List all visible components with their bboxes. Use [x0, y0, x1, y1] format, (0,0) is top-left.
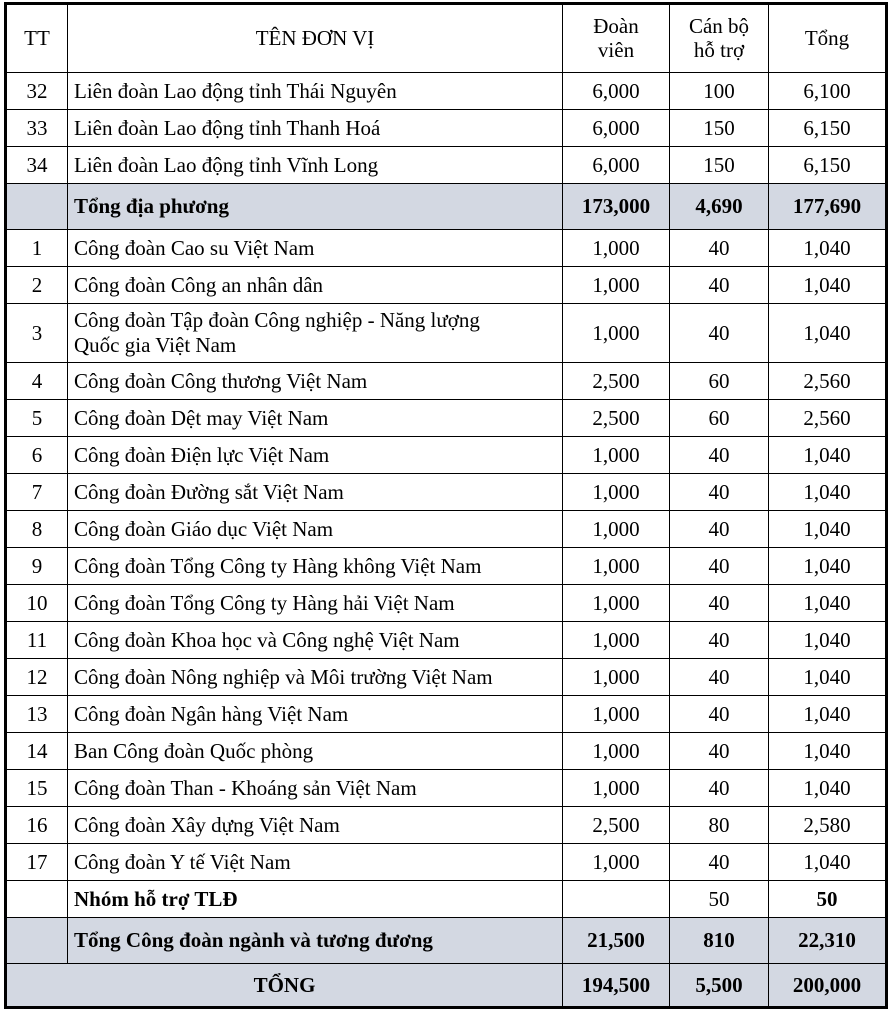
- table-row: [6, 474, 887, 511]
- cell-tt: 12: [6, 659, 68, 696]
- cell-doan-vien: 1,000: [563, 304, 670, 363]
- cell-doan-vien: 1,000: [563, 733, 670, 770]
- cell-doan-vien: 1,000: [563, 474, 670, 511]
- cell-tt: 17: [6, 844, 68, 881]
- column-header-can-bo-line1: Cán bộ: [688, 14, 750, 39]
- cell-tt: [6, 881, 68, 918]
- cell-tt: 32: [6, 73, 68, 110]
- cell-doan-vien: 2,500: [563, 363, 670, 400]
- cell-doan-vien: 1,000: [563, 585, 670, 622]
- table-row: [6, 548, 887, 585]
- table-header: [6, 4, 887, 73]
- cell-tt: [6, 918, 68, 964]
- cell-tong: 1,040: [769, 585, 887, 622]
- cell-tong: 6,100: [769, 73, 887, 110]
- cell-tong: 1,040: [769, 733, 887, 770]
- cell-can-bo: 4,690: [670, 184, 769, 230]
- cell-doan-vien: 1,000: [563, 437, 670, 474]
- cell-unit-name: Công đoàn Ngân hàng Việt Nam: [68, 696, 563, 733]
- table-row: [6, 585, 887, 622]
- cell-doan-vien: 1,000: [563, 696, 670, 733]
- cell-doan-vien: 6,000: [563, 110, 670, 147]
- cell-can-bo: 40: [670, 696, 769, 733]
- table-row: [6, 844, 887, 881]
- cell-tong: 2,560: [769, 363, 887, 400]
- column-header-can-bo-line2: hỗ trợ: [693, 37, 745, 62]
- cell-tt: 13: [6, 696, 68, 733]
- cell-doan-vien: 1,000: [563, 844, 670, 881]
- cell-can-bo: 60: [670, 400, 769, 437]
- group-row: [6, 881, 887, 918]
- cell-doan-vien: 173,000: [563, 184, 670, 230]
- cell-tong: 2,560: [769, 400, 887, 437]
- cell-tt: 11: [6, 622, 68, 659]
- cell-can-bo: 40: [670, 659, 769, 696]
- cell-can-bo: 60: [670, 363, 769, 400]
- cell-unit-name: Nhóm hỗ trợ TLĐ: [68, 881, 563, 918]
- cell-unit-name-line2: Quốc gia Việt Nam: [74, 333, 237, 357]
- cell-doan-vien: 2,500: [563, 807, 670, 844]
- table-row: [6, 400, 887, 437]
- cell-can-bo: 810: [670, 918, 769, 964]
- cell-tong: 1,040: [769, 304, 887, 363]
- cell-unit-name-line1: Công đoàn Tập đoàn Công nghiệp - Năng lượng: [74, 308, 480, 333]
- table-row: [6, 511, 887, 548]
- grand-total-doan-vien: 194,500: [563, 964, 670, 1008]
- column-header-doan-vien: [563, 4, 670, 73]
- cell-doan-vien: 2,500: [563, 400, 670, 437]
- table-row: [6, 807, 887, 844]
- cell-can-bo: 150: [670, 110, 769, 147]
- column-header-doan-vien-line1: Đoàn: [593, 14, 639, 39]
- table-row: [6, 304, 887, 363]
- cell-unit-name: Công đoàn Y tế Việt Nam: [68, 844, 563, 881]
- cell-tong: 2,580: [769, 807, 887, 844]
- cell-unit-name: Công đoàn Khoa học và Công nghệ Việt Nam: [68, 622, 563, 659]
- cell-doan-vien: [563, 881, 670, 918]
- cell-unit-name: Ban Công đoàn Quốc phòng: [68, 733, 563, 770]
- cell-unit-name: Công đoàn Tổng Công ty Hàng không Việt Nam: [68, 548, 563, 585]
- cell-unit-name: Công đoàn Cao su Việt Nam: [68, 230, 563, 267]
- cell-tong: 1,040: [769, 770, 887, 807]
- table-body: [6, 73, 887, 1008]
- table-row: [6, 437, 887, 474]
- cell-can-bo: 40: [670, 230, 769, 267]
- cell-tong: 1,040: [769, 230, 887, 267]
- cell-tt: 3: [6, 304, 68, 363]
- cell-doan-vien: 1,000: [563, 770, 670, 807]
- cell-can-bo: 40: [670, 437, 769, 474]
- cell-tt: 14: [6, 733, 68, 770]
- cell-tt: 4: [6, 363, 68, 400]
- grand-total-label: TỔNG: [6, 964, 563, 1008]
- table-row: [6, 770, 887, 807]
- cell-tong: 1,040: [769, 511, 887, 548]
- column-header-doan-vien-line2: viên: [597, 37, 635, 62]
- cell-tt: 8: [6, 511, 68, 548]
- cell-unit-name: [68, 304, 563, 363]
- table-row: [6, 733, 887, 770]
- cell-tong: 177,690: [769, 184, 887, 230]
- cell-unit-name: Công đoàn Tổng Công ty Hàng hải Việt Nam: [68, 585, 563, 622]
- cell-can-bo: 50: [670, 881, 769, 918]
- cell-doan-vien: 1,000: [563, 622, 670, 659]
- cell-tt: 6: [6, 437, 68, 474]
- table-row: [6, 147, 887, 184]
- cell-unit-name: Liên đoàn Lao động tỉnh Thái Nguyên: [68, 73, 563, 110]
- cell-doan-vien: 21,500: [563, 918, 670, 964]
- table-row: [6, 696, 887, 733]
- subtotal-row: [6, 184, 887, 230]
- cell-tong: 6,150: [769, 110, 887, 147]
- cell-tt: 16: [6, 807, 68, 844]
- cell-tong: 1,040: [769, 622, 887, 659]
- cell-can-bo: 40: [670, 622, 769, 659]
- cell-tt: 1: [6, 230, 68, 267]
- cell-doan-vien: 6,000: [563, 73, 670, 110]
- column-header-name: TÊN ĐƠN VỊ: [68, 4, 563, 73]
- cell-tt: 33: [6, 110, 68, 147]
- cell-can-bo: 40: [670, 548, 769, 585]
- cell-doan-vien: 1,000: [563, 511, 670, 548]
- cell-can-bo: 100: [670, 73, 769, 110]
- cell-can-bo: 40: [670, 770, 769, 807]
- cell-tt: 9: [6, 548, 68, 585]
- cell-tong: 1,040: [769, 267, 887, 304]
- cell-tong: 1,040: [769, 696, 887, 733]
- header-row: [6, 4, 887, 73]
- cell-unit-name: Công đoàn Điện lực Việt Nam: [68, 437, 563, 474]
- cell-can-bo: 40: [670, 267, 769, 304]
- cell-unit-name: Công đoàn Công an nhân dân: [68, 267, 563, 304]
- cell-can-bo: 40: [670, 585, 769, 622]
- table-sheet: [4, 2, 885, 1009]
- cell-unit-name: Liên đoàn Lao động tỉnh Vĩnh Long: [68, 147, 563, 184]
- column-header-tong: Tổng: [769, 4, 887, 73]
- subtotal-row: [6, 918, 887, 964]
- cell-tong: 6,150: [769, 147, 887, 184]
- cell-tong: 1,040: [769, 437, 887, 474]
- cell-tong: 1,040: [769, 659, 887, 696]
- cell-can-bo: 40: [670, 733, 769, 770]
- column-header-can-bo: [670, 4, 769, 73]
- cell-tt: 2: [6, 267, 68, 304]
- cell-can-bo: 40: [670, 304, 769, 363]
- cell-can-bo: 40: [670, 844, 769, 881]
- cell-unit-name: Liên đoàn Lao động tỉnh Thanh Hoá: [68, 110, 563, 147]
- table-row: [6, 659, 887, 696]
- cell-can-bo: 40: [670, 511, 769, 548]
- cell-can-bo: 40: [670, 474, 769, 511]
- table-row: [6, 73, 887, 110]
- cell-unit-name: Công đoàn Dệt may Việt Nam: [68, 400, 563, 437]
- table-row: [6, 230, 887, 267]
- cell-tong: 22,310: [769, 918, 887, 964]
- cell-tong: 1,040: [769, 548, 887, 585]
- cell-unit-name: Công đoàn Xây dựng Việt Nam: [68, 807, 563, 844]
- cell-tong: 1,040: [769, 474, 887, 511]
- column-header-tt: TT: [6, 4, 68, 73]
- grand-total-can-bo: 5,500: [670, 964, 769, 1008]
- cell-tt: 5: [6, 400, 68, 437]
- cell-doan-vien: 1,000: [563, 267, 670, 304]
- cell-unit-name: Công đoàn Nông nghiệp và Môi trường Việt Nam: [68, 659, 563, 696]
- cell-unit-name: Công đoàn Giáo dục Việt Nam: [68, 511, 563, 548]
- cell-unit-name: Công đoàn Đường sắt Việt Nam: [68, 474, 563, 511]
- table-row: [6, 110, 887, 147]
- table-row: [6, 267, 887, 304]
- cell-doan-vien: 6,000: [563, 147, 670, 184]
- cell-unit-name: Công đoàn Công thương Việt Nam: [68, 363, 563, 400]
- cell-unit-name: Tổng địa phương: [68, 184, 563, 230]
- grand-total-row: [6, 964, 887, 1008]
- table-row: [6, 622, 887, 659]
- cell-doan-vien: 1,000: [563, 659, 670, 696]
- cell-tong: 1,040: [769, 844, 887, 881]
- allocation-table: [4, 2, 888, 1009]
- cell-can-bo: 150: [670, 147, 769, 184]
- cell-can-bo: 80: [670, 807, 769, 844]
- cell-tt: 15: [6, 770, 68, 807]
- cell-tt: 7: [6, 474, 68, 511]
- cell-doan-vien: 1,000: [563, 230, 670, 267]
- cell-tt: 34: [6, 147, 68, 184]
- cell-doan-vien: 1,000: [563, 548, 670, 585]
- cell-unit-name: Công đoàn Than - Khoáng sản Việt Nam: [68, 770, 563, 807]
- cell-tong: 50: [769, 881, 887, 918]
- grand-total-tong: 200,000: [769, 964, 887, 1008]
- cell-tt: 10: [6, 585, 68, 622]
- cell-unit-name: Tổng Công đoàn ngành và tương đương: [68, 918, 563, 964]
- cell-tt: [6, 184, 68, 230]
- table-row: [6, 363, 887, 400]
